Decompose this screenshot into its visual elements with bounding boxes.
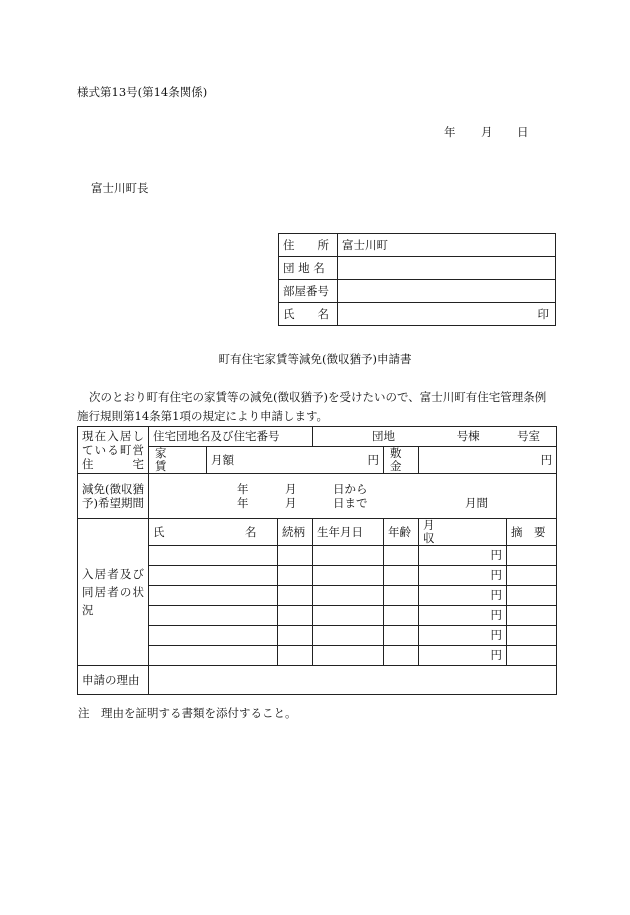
resident-income-cell[interactable] xyxy=(419,606,507,626)
name-label: 氏 名 xyxy=(279,303,338,326)
reason-field[interactable] xyxy=(149,666,557,695)
period-to-month: 月 xyxy=(285,496,297,510)
resident-row xyxy=(78,606,557,626)
resident-birthdate-cell[interactable] xyxy=(313,566,384,586)
resident-remarks-cell[interactable] xyxy=(507,606,557,626)
resident-income-cell[interactable] xyxy=(419,586,507,606)
resident-age-cell[interactable] xyxy=(384,546,419,566)
name-field[interactable] xyxy=(338,303,556,326)
form-number: 様式第13号(第14条関係) xyxy=(77,85,208,99)
resident-remarks-cell[interactable] xyxy=(507,546,557,566)
resident-remarks-cell[interactable] xyxy=(507,586,557,606)
income-yen: 円 xyxy=(490,568,503,582)
col-relation: 続柄 xyxy=(278,519,313,546)
resident-age-cell[interactable] xyxy=(384,646,419,666)
resident-birthdate-cell[interactable] xyxy=(313,546,384,566)
gouto-label: 号棟 xyxy=(456,429,480,443)
resident-income-cell[interactable] xyxy=(419,646,507,666)
address-field[interactable] xyxy=(338,234,556,257)
col-birthdate: 生年月日 xyxy=(313,519,384,546)
col-name: 氏 名 xyxy=(149,519,278,546)
resident-row xyxy=(78,626,557,646)
income-yen: 円 xyxy=(490,548,503,562)
period-from-month: 月 xyxy=(285,482,297,496)
deposit-yen: 円 xyxy=(540,452,553,467)
resident-birthdate-cell[interactable] xyxy=(313,606,384,626)
resident-remarks-cell[interactable] xyxy=(507,646,557,666)
period-months: 月間 xyxy=(465,496,488,510)
period-from-day: 日から xyxy=(333,482,368,496)
monthly-label: 月額 xyxy=(211,452,234,467)
resident-relation-cell[interactable] xyxy=(278,586,313,606)
income-yen: 円 xyxy=(490,628,503,642)
attachment-note: 注 理由を証明する書類を添付すること。 xyxy=(78,706,297,720)
resident-income-cell[interactable] xyxy=(419,546,507,566)
reason-label: 申請の理由 xyxy=(78,666,149,695)
complex-number-field[interactable] xyxy=(313,427,557,447)
resident-income-cell[interactable] xyxy=(419,566,507,586)
room-number-label: 部屋番号 xyxy=(279,280,338,303)
income-yen: 円 xyxy=(490,608,503,622)
resident-age-cell[interactable] xyxy=(384,626,419,646)
date-line xyxy=(444,124,529,140)
date-month: 月 xyxy=(481,125,493,139)
period-field[interactable] xyxy=(149,474,557,519)
resident-name-cell[interactable] xyxy=(149,546,278,566)
resident-relation-cell[interactable] xyxy=(278,646,313,666)
applicant-table xyxy=(278,233,556,326)
resident-age-cell[interactable] xyxy=(384,606,419,626)
residents-label: 入居者及び同居者の状況 xyxy=(78,519,149,666)
complex-name-field[interactable] xyxy=(338,257,556,280)
document-title: 町有住宅家賃等減免(徴収猶予)申請書 xyxy=(218,352,412,366)
resident-relation-cell[interactable] xyxy=(278,546,313,566)
addressee: 富士川町長 xyxy=(91,181,149,195)
resident-age-cell[interactable] xyxy=(384,586,419,606)
col-income: 月 収 xyxy=(419,519,507,546)
resident-relation-cell[interactable] xyxy=(278,626,313,646)
rent-label: 家 賃 xyxy=(149,447,207,474)
resident-name-cell[interactable] xyxy=(149,646,278,666)
period-to-day: 日まで xyxy=(333,496,368,510)
resident-name-cell[interactable] xyxy=(149,606,278,626)
rent-yen: 円 xyxy=(367,452,380,467)
complex-number-label: 住宅団地名及び住宅番号 xyxy=(149,427,313,447)
resident-relation-cell[interactable] xyxy=(278,606,313,626)
period-from-year: 年 xyxy=(237,482,249,496)
resident-birthdate-cell[interactable] xyxy=(313,626,384,646)
resident-name-cell[interactable] xyxy=(149,586,278,606)
resident-remarks-cell[interactable] xyxy=(507,626,557,646)
resident-row xyxy=(78,586,557,606)
goushitsu-label: 号室 xyxy=(517,429,541,443)
period-label: 減免(徴収猶予)希望期間 xyxy=(78,474,149,519)
deposit-label: 敷 金 xyxy=(384,447,419,474)
resident-remarks-cell[interactable] xyxy=(507,566,557,586)
current-housing-label: 現在入居している町営住宅 xyxy=(78,427,149,474)
seal-mark: 印 xyxy=(537,307,549,321)
resident-name-cell[interactable] xyxy=(149,566,278,586)
room-number-field[interactable] xyxy=(338,280,556,303)
resident-relation-cell[interactable] xyxy=(278,566,313,586)
address-label: 住 所 xyxy=(279,234,338,257)
deposit-field[interactable] xyxy=(419,447,557,474)
date-day: 日 xyxy=(517,125,529,139)
resident-name-cell[interactable] xyxy=(149,626,278,646)
income-yen: 円 xyxy=(490,588,503,602)
address-value: 富士川町 xyxy=(342,238,388,252)
resident-row xyxy=(78,566,557,586)
resident-row xyxy=(78,546,557,566)
income-yen: 円 xyxy=(490,648,503,662)
main-form-table xyxy=(77,426,557,695)
period-to-year: 年 xyxy=(237,496,249,510)
rent-field[interactable] xyxy=(207,447,384,474)
resident-birthdate-cell[interactable] xyxy=(313,586,384,606)
col-remarks: 摘 要 xyxy=(507,519,557,546)
danchi-label: 団地 xyxy=(372,429,396,443)
col-age: 年齢 xyxy=(384,519,419,546)
date-year: 年 xyxy=(444,125,456,139)
resident-income-cell[interactable] xyxy=(419,626,507,646)
intro-paragraph: 次のとおり町有住宅の家賃等の減免(徴収猶予)を受けたいので、富士川町有住宅管理条例施行規則第14条第1項の規定により申請します。 xyxy=(77,390,547,423)
resident-birthdate-cell[interactable] xyxy=(313,646,384,666)
resident-age-cell[interactable] xyxy=(384,566,419,586)
complex-name-label: 団 地 名 xyxy=(279,257,338,280)
resident-row xyxy=(78,646,557,666)
